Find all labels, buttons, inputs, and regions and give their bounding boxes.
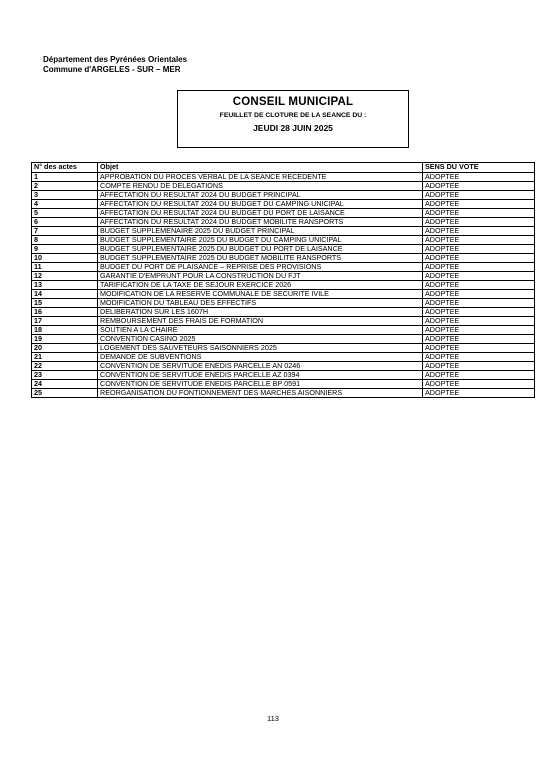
- column-header-vote: SENS DU VOTE: [423, 163, 535, 173]
- table-header-row: [32, 163, 535, 173]
- vote-result: ADOPTEE: [423, 326, 535, 335]
- act-number: 16: [32, 308, 98, 317]
- act-object: BUDGET SUPPLEMENTAIRE 2025 DU BUDGET MOBILITE RANSPORTS: [98, 254, 423, 263]
- table-row: [32, 371, 535, 380]
- act-object: DELIBERATION SUR LES 1607H: [98, 308, 423, 317]
- table-row: [32, 344, 535, 353]
- act-number: 3: [32, 191, 98, 200]
- act-object: BUDGET SUPPLEMENTAIRE 2025 DU BUDGET DU CAMPING UNICIPAL: [98, 236, 423, 245]
- act-object: AFFECTATION DU RESULTAT 2024 DU BUDGET PRINCIPAL: [98, 191, 423, 200]
- table-row: [32, 236, 535, 245]
- act-object: CONVENTION CASINO 2025: [98, 335, 423, 344]
- table-row: [32, 173, 535, 182]
- table-row: [32, 245, 535, 254]
- vote-result: ADOPTEE: [423, 218, 535, 227]
- vote-result: ADOPTEE: [423, 308, 535, 317]
- act-object: BUDGET SUPPLEMENAIRE 2025 DU BUDGET PRINCIPAL: [98, 227, 423, 236]
- act-number: 23: [32, 371, 98, 380]
- page-title: CONSEIL MUNICIPAL: [232, 96, 354, 108]
- act-number: 7: [32, 227, 98, 236]
- vote-result: ADOPTEE: [423, 173, 535, 182]
- act-number: 1: [32, 173, 98, 182]
- act-object: TARIFICATION DE LA TAXE DE SEJOUR EXERCICE 2026: [98, 281, 423, 290]
- act-number: 9: [32, 245, 98, 254]
- act-number: 18: [32, 326, 98, 335]
- page-number: 113: [267, 714, 279, 723]
- vote-result: ADOPTEE: [423, 380, 535, 389]
- act-number: 22: [32, 362, 98, 371]
- act-number: 15: [32, 299, 98, 308]
- table-row: [32, 380, 535, 389]
- act-object: AFFECTATION DU RESULTAT 2024 DU BUDGET DU CAMPING UNICIPAL: [98, 200, 423, 209]
- act-object: BUDGET DU PORT DE PLAISANCE – REPRISE DES PROVISIONS: [98, 263, 423, 272]
- vote-result: ADOPTEE: [423, 299, 535, 308]
- table-row: [32, 362, 535, 371]
- vote-result: ADOPTEE: [423, 245, 535, 254]
- vote-result: ADOPTEE: [423, 290, 535, 299]
- act-object: LOGEMENT DES SAUVETEURS SAISONNIERS 2025: [98, 344, 423, 353]
- vote-result: ADOPTEE: [423, 227, 535, 236]
- act-object: CONVENTION DE SERVITUDE ENEDIS PARCELLE AZ 0394: [98, 371, 423, 380]
- table-row: [32, 353, 535, 362]
- vote-result: ADOPTEE: [423, 236, 535, 245]
- act-object: GARANTIE D'EMPRUNT POUR LA CONSTRUCTION DU FJT: [98, 272, 423, 281]
- act-object: MODIFICATION DE LA RESERVE COMMUNALE DE SECURITE IVILE: [98, 290, 423, 299]
- act-object: MODIFICATION DU TABLEAU DES EFFECTIFS: [98, 299, 423, 308]
- act-object: SOUTIEN A LA CHAIRE: [98, 326, 423, 335]
- vote-result: ADOPTEE: [423, 281, 535, 290]
- commune-line: Commune d'ARGELES - SUR – MER: [43, 65, 181, 74]
- table-row: [32, 227, 535, 236]
- act-number: 13: [32, 281, 98, 290]
- table-row: [32, 191, 535, 200]
- vote-result: ADOPTEE: [423, 272, 535, 281]
- table-row: [32, 281, 535, 290]
- act-object: REMBOURSEMENT DES FRAIS DE FORMATION: [98, 317, 423, 326]
- act-object: APPROBATION DU PROCES VERBAL DE LA SEANCE RECEDENTE: [98, 173, 423, 182]
- act-number: 6: [32, 218, 98, 227]
- table-row: [32, 308, 535, 317]
- vote-result: ADOPTEE: [423, 362, 535, 371]
- table-row: [32, 335, 535, 344]
- act-object: DEMANDE DE SUBVENTIONS: [98, 353, 423, 362]
- act-number: 8: [32, 236, 98, 245]
- session-date: JEUDI 28 JUIN 2025: [253, 123, 333, 133]
- table-row: [32, 263, 535, 272]
- act-number: 2: [32, 182, 98, 191]
- table-row: [32, 317, 535, 326]
- column-header-object: Objet: [98, 163, 423, 173]
- vote-result: ADOPTEE: [423, 317, 535, 326]
- department-line: Département des Pyrénées Orientales: [43, 55, 188, 64]
- table-row: [32, 182, 535, 191]
- act-object: CONVENTION DE SERVITUDE ENEDIS PARCELLE BP 0591: [98, 380, 423, 389]
- vote-result: ADOPTEE: [423, 263, 535, 272]
- table-row: [32, 200, 535, 209]
- table-row: [32, 299, 535, 308]
- vote-result: ADOPTEE: [423, 254, 535, 263]
- act-object: AFFECTATION DU RESULTAT 2024 DU BUDGET DU PORT DE LAISANCE: [98, 209, 423, 218]
- act-object: AFFECTATION DU RESULTAT 2024 DU BUDGET MOBILITE RANSPORTS: [98, 218, 423, 227]
- table-row: [32, 218, 535, 227]
- act-number: 14: [32, 290, 98, 299]
- vote-result: ADOPTEE: [423, 182, 535, 191]
- act-number: 25: [32, 389, 98, 398]
- table-row: [32, 254, 535, 263]
- vote-result: ADOPTEE: [423, 335, 535, 344]
- page-subtitle: FEUILLET DE CLOTURE DE LA SEANCE DU :: [219, 112, 367, 119]
- act-number: 24: [32, 380, 98, 389]
- act-object: COMPTE RENDU DE DELEGATIONS: [98, 182, 423, 191]
- title-box: [177, 90, 409, 148]
- vote-result: ADOPTEE: [423, 200, 535, 209]
- act-number: 19: [32, 335, 98, 344]
- act-object: CONVENTION DE SERVITUDE ENEDIS PARCELLE AN 0246: [98, 362, 423, 371]
- act-number: 17: [32, 317, 98, 326]
- act-object: BUDGET SUPPLEMENTAIRE 2025 DU BUDGET DU PORT DE LAISANCE: [98, 245, 423, 254]
- vote-result: ADOPTEE: [423, 389, 535, 398]
- act-number: 5: [32, 209, 98, 218]
- vote-result: ADOPTEE: [423, 344, 535, 353]
- act-number: 20: [32, 344, 98, 353]
- vote-result: ADOPTEE: [423, 353, 535, 362]
- act-number: 21: [32, 353, 98, 362]
- table-row: [32, 290, 535, 299]
- vote-result: ADOPTEE: [423, 371, 535, 380]
- table-row: [32, 326, 535, 335]
- table-row: [32, 389, 535, 398]
- vote-result: ADOPTEE: [423, 209, 535, 218]
- act-object: REORGANISATION DU FONTIONNEMENT DES MARCHES AISONNIERS: [98, 389, 423, 398]
- table-row: [32, 272, 535, 281]
- act-number: 10: [32, 254, 98, 263]
- act-number: 4: [32, 200, 98, 209]
- act-number: 12: [32, 272, 98, 281]
- act-number: 11: [32, 263, 98, 272]
- column-header-number: N° des actes: [32, 163, 98, 173]
- acts-table: [31, 162, 535, 398]
- document-header: [43, 55, 187, 75]
- table-row: [32, 209, 535, 218]
- vote-result: ADOPTEE: [423, 191, 535, 200]
